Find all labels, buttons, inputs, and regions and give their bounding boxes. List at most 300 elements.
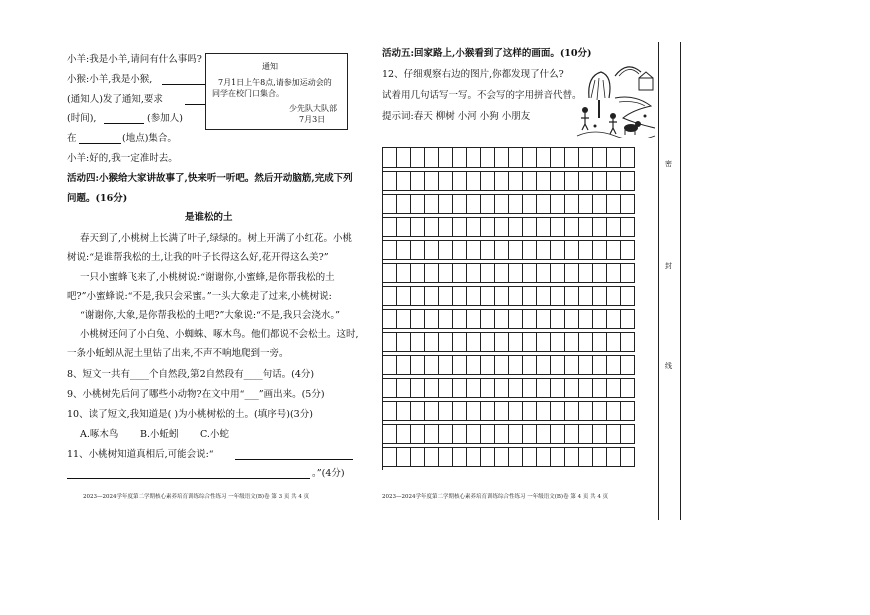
grid-cell[interactable] (453, 356, 467, 374)
grid-cell[interactable] (593, 333, 607, 351)
dialog-line-3: (通知人)发了通知,要求 (67, 94, 163, 106)
grid-cell[interactable] (607, 402, 621, 420)
grid-cell[interactable] (481, 287, 495, 305)
grid-cell[interactable] (523, 402, 537, 420)
grid-row (383, 309, 635, 329)
grid-cell[interactable] (565, 333, 579, 351)
grid-cell[interactable] (495, 356, 509, 374)
grid-cell[interactable] (551, 148, 565, 167)
grid-cell[interactable] (383, 241, 397, 259)
grid-cell[interactable] (509, 241, 523, 259)
grid-row (383, 355, 635, 375)
grid-cell[interactable] (579, 241, 593, 259)
grid-cell[interactable] (425, 448, 439, 466)
answer-line-11b[interactable] (67, 478, 310, 479)
grid-cell[interactable] (453, 448, 467, 466)
grid-cell[interactable] (551, 264, 565, 282)
grid-cell[interactable] (621, 356, 635, 374)
grid-cell[interactable] (565, 402, 579, 420)
grid-cell[interactable] (383, 356, 397, 374)
dialog-line-2: 小猴:小羊,我是小猴, (67, 74, 152, 86)
grid-cell[interactable] (607, 148, 621, 167)
grid-cell[interactable] (383, 333, 397, 351)
grid-cell[interactable] (453, 195, 467, 213)
grid-cell[interactable] (607, 425, 621, 443)
grid-cell[interactable] (551, 172, 565, 190)
grid-cell[interactable] (453, 310, 467, 328)
grid-cell[interactable] (439, 172, 453, 190)
grid-cell[interactable] (523, 356, 537, 374)
grid-cell[interactable] (481, 218, 495, 236)
grid-cell[interactable] (383, 402, 397, 420)
grid-row (383, 286, 635, 306)
grid-cell[interactable] (551, 287, 565, 305)
grid-cell[interactable] (481, 356, 495, 374)
grid-cell[interactable] (593, 379, 607, 397)
grid-cell[interactable] (537, 241, 551, 259)
option-b[interactable]: B.小蚯蚓 (140, 429, 179, 440)
grid-cell[interactable] (579, 172, 593, 190)
grid-cell[interactable] (467, 172, 481, 190)
grid-cell[interactable] (439, 148, 453, 167)
grid-cell[interactable] (565, 287, 579, 305)
dialog-line-6: 小羊:好的,我一定准时去。 (67, 153, 178, 164)
story-line-2: 树说:“是谁帮我松的土,让我的叶子长得这么好,花开得这么美?” (67, 252, 329, 263)
grid-cell[interactable] (565, 356, 579, 374)
grid-cell[interactable] (481, 148, 495, 167)
grid-cell[interactable] (467, 241, 481, 259)
grid-cell[interactable] (439, 356, 453, 374)
grid-cell[interactable] (383, 264, 397, 282)
grid-cell[interactable] (425, 379, 439, 397)
grid-cell[interactable] (397, 241, 411, 259)
grid-cell[interactable] (509, 448, 523, 466)
seal-char-3: 线 (665, 362, 672, 370)
grid-cell[interactable] (523, 333, 537, 351)
seal-char-2: 封 (665, 262, 672, 270)
grid-cell[interactable] (439, 241, 453, 259)
grid-cell[interactable] (467, 148, 481, 167)
grid-cell[interactable] (593, 241, 607, 259)
grid-cell[interactable] (565, 425, 579, 443)
grid-cell[interactable] (621, 333, 635, 351)
grid-cell[interactable] (439, 310, 453, 328)
grid-cell[interactable] (509, 333, 523, 351)
grid-cell[interactable] (551, 241, 565, 259)
grid-cell[interactable] (467, 402, 481, 420)
grid-cell[interactable] (607, 218, 621, 236)
grid-cell[interactable] (593, 264, 607, 282)
grid-cell[interactable] (453, 241, 467, 259)
grid-cell[interactable] (411, 218, 425, 236)
grid-cell[interactable] (495, 195, 509, 213)
blank-notifier[interactable] (162, 84, 206, 85)
grid-cell[interactable] (411, 448, 425, 466)
grid-cell[interactable] (509, 356, 523, 374)
grid-cell[interactable] (537, 402, 551, 420)
grid-cell[interactable] (397, 379, 411, 397)
grid-row (383, 171, 635, 191)
activity-5-heading: 活动五:回家路上,小猴看到了这样的画面。(10分) (382, 48, 592, 59)
grid-cell[interactable] (537, 379, 551, 397)
grid-cell[interactable] (467, 218, 481, 236)
grid-cell[interactable] (481, 425, 495, 443)
grid-cell[interactable] (411, 402, 425, 420)
grid-cell[interactable] (383, 172, 397, 190)
grid-cell[interactable] (523, 379, 537, 397)
grid-cell[interactable] (537, 310, 551, 328)
grid-cell[interactable] (523, 310, 537, 328)
grid-cell[interactable] (425, 172, 439, 190)
grid-cell[interactable] (467, 264, 481, 282)
grid-cell[interactable] (523, 148, 537, 167)
grid-cell[interactable] (439, 402, 453, 420)
grid-cell[interactable] (607, 310, 621, 328)
question-8: 8、短文一共有____个自然段,第2自然段有____句话。(4分) (67, 369, 315, 380)
grid-cell[interactable] (509, 195, 523, 213)
grid-cell[interactable] (607, 195, 621, 213)
grid-row (383, 263, 635, 283)
grid-cell[interactable] (383, 218, 397, 236)
grid-cell[interactable] (523, 195, 537, 213)
grid-cell[interactable] (425, 310, 439, 328)
story-line-5: “谢谢你,大象,是你帮我松的土吧?”大象说:“不是,我只会浇水。” (80, 310, 341, 321)
grid-cell[interactable] (411, 379, 425, 397)
grid-cell[interactable] (411, 333, 425, 351)
grid-cell[interactable] (467, 448, 481, 466)
grid-cell[interactable] (467, 333, 481, 351)
grid-cell[interactable] (551, 356, 565, 374)
grid-cell[interactable] (593, 310, 607, 328)
grid-cell[interactable] (523, 264, 537, 282)
grid-cell[interactable] (453, 172, 467, 190)
grid-cell[interactable] (397, 333, 411, 351)
grid-cell[interactable] (439, 264, 453, 282)
grid-cell[interactable] (565, 379, 579, 397)
grid-cell[interactable] (383, 195, 397, 213)
grid-cell[interactable] (579, 379, 593, 397)
grid-cell[interactable] (523, 241, 537, 259)
grid-cell[interactable] (439, 218, 453, 236)
grid-cell[interactable] (579, 218, 593, 236)
grid-cell[interactable] (467, 310, 481, 328)
grid-cell[interactable] (621, 287, 635, 305)
grid-cell[interactable] (579, 402, 593, 420)
grid-cell[interactable] (495, 333, 509, 351)
grid-cell[interactable] (551, 448, 565, 466)
grid-cell[interactable] (509, 172, 523, 190)
grid-cell[interactable] (593, 287, 607, 305)
grid-cell[interactable] (467, 379, 481, 397)
grid-cell[interactable] (509, 310, 523, 328)
grid-row (383, 424, 635, 444)
grid-cell[interactable] (621, 172, 635, 190)
grid-cell[interactable] (495, 448, 509, 466)
grid-cell[interactable] (481, 402, 495, 420)
grid-cell[interactable] (579, 148, 593, 167)
left-footer: 2023—2024学年度第二学期核心素养培育训练综合性练习 一年级语文(B)卷 第 3 页 共 4 页 (83, 494, 310, 500)
dialog-line-4: (时间), (参加人) (67, 113, 183, 124)
grid-cell[interactable] (453, 333, 467, 351)
grid-cell[interactable] (565, 241, 579, 259)
grid-cell[interactable] (607, 241, 621, 259)
grid-cell[interactable] (593, 218, 607, 236)
grid-cell[interactable] (425, 264, 439, 282)
grid-cell[interactable] (537, 448, 551, 466)
grid-cell[interactable] (453, 425, 467, 443)
grid-cell[interactable] (495, 241, 509, 259)
grid-cell[interactable] (621, 379, 635, 397)
grid-cell[interactable] (397, 218, 411, 236)
grid-cell[interactable] (411, 241, 425, 259)
grid-cell[interactable] (411, 287, 425, 305)
grid-cell[interactable] (397, 148, 411, 167)
grid-cell[interactable] (551, 310, 565, 328)
grid-cell[interactable] (607, 356, 621, 374)
grid-cell[interactable] (621, 218, 635, 236)
notice-body-1: 7月1日上午8点,请参加运动会的 (218, 78, 332, 87)
grid-cell[interactable] (467, 195, 481, 213)
grid-cell[interactable] (481, 310, 495, 328)
grid-cell[interactable] (495, 402, 509, 420)
option-c[interactable]: C.小蛇 (200, 429, 229, 440)
grid-cell[interactable] (565, 310, 579, 328)
grid-cell[interactable] (481, 241, 495, 259)
grid-cell[interactable] (439, 425, 453, 443)
grid-cell[interactable] (607, 333, 621, 351)
activity-4-points: 问题。(16分) (67, 193, 128, 204)
answer-line-11a[interactable] (235, 459, 353, 460)
grid-cell[interactable] (593, 148, 607, 167)
grid-cell[interactable] (551, 218, 565, 236)
grid-cell[interactable] (537, 148, 551, 167)
grid-cell[interactable] (453, 264, 467, 282)
grid-cell[interactable] (495, 425, 509, 443)
grid-cell[interactable] (607, 448, 621, 466)
grid-cell[interactable] (523, 218, 537, 236)
grid-row (383, 148, 635, 168)
grid-cell[interactable] (551, 379, 565, 397)
grid-cell[interactable] (621, 148, 635, 167)
grid-cell[interactable] (383, 148, 397, 167)
grid-cell[interactable] (411, 310, 425, 328)
grid-cell[interactable] (523, 287, 537, 305)
grid-cell[interactable] (397, 195, 411, 213)
grid-cell[interactable] (565, 264, 579, 282)
grid-cell[interactable] (579, 310, 593, 328)
grid-cell[interactable] (411, 356, 425, 374)
seal-char-1: 密 (665, 160, 672, 168)
grid-cell[interactable] (593, 172, 607, 190)
grid-cell[interactable] (579, 287, 593, 305)
activity-4-heading: 活动四:小猴给大家讲故事了,快来听一听吧。然后开动脑筋,完成下列 (67, 173, 353, 184)
grid-cell[interactable] (537, 218, 551, 236)
grid-cell[interactable] (607, 264, 621, 282)
grid-cell[interactable] (467, 287, 481, 305)
grid-cell[interactable] (425, 425, 439, 443)
grid-cell[interactable] (425, 241, 439, 259)
grid-cell[interactable] (579, 333, 593, 351)
grid-cell[interactable] (425, 287, 439, 305)
seal-line-inner (658, 42, 659, 520)
question-11-end: 。”(4分) (312, 468, 345, 479)
grid-cell[interactable] (621, 448, 635, 466)
grid-cell[interactable] (495, 172, 509, 190)
grid-cell[interactable] (411, 264, 425, 282)
grid-cell[interactable] (439, 448, 453, 466)
grid-cell[interactable] (495, 148, 509, 167)
story-line-7: 一条小蚯蚓从泥土里钻了出来,不声不响地爬到一旁。 (67, 348, 289, 359)
grid-cell[interactable] (397, 310, 411, 328)
grid-cell[interactable] (425, 333, 439, 351)
grid-cell[interactable] (495, 264, 509, 282)
grid-cell[interactable] (439, 195, 453, 213)
grid-cell[interactable] (621, 402, 635, 420)
grid-cell[interactable] (551, 195, 565, 213)
grid-cell[interactable] (467, 356, 481, 374)
hint-words: 提示词:春天 柳树 小河 小狗 小朋友 (382, 111, 531, 122)
grid-cell[interactable] (537, 356, 551, 374)
grid-cell[interactable] (397, 172, 411, 190)
grid-cell[interactable] (383, 379, 397, 397)
grid-cell[interactable] (383, 287, 397, 305)
grid-cell[interactable] (621, 195, 635, 213)
grid-cell[interactable] (565, 148, 579, 167)
grid-cell[interactable] (425, 356, 439, 374)
grid-cell[interactable] (495, 287, 509, 305)
question-9: 9、小桃树先后问了哪些小动物?在文中用“___”画出来。(5分) (67, 389, 325, 400)
grid-cell[interactable] (411, 148, 425, 167)
grid-cell[interactable] (593, 356, 607, 374)
grid-cell[interactable] (593, 448, 607, 466)
grid-cell[interactable] (453, 287, 467, 305)
grid-cell[interactable] (509, 425, 523, 443)
grid-cell[interactable] (537, 195, 551, 213)
grid-cell[interactable] (537, 287, 551, 305)
grid-cell[interactable] (509, 264, 523, 282)
grid-cell[interactable] (397, 264, 411, 282)
grid-cell[interactable] (537, 264, 551, 282)
grid-cell[interactable] (411, 172, 425, 190)
grid-cell[interactable] (481, 172, 495, 190)
spring-scene-picture (575, 58, 657, 138)
grid-cell[interactable] (383, 448, 397, 466)
grid-cell[interactable] (565, 195, 579, 213)
grid-cell[interactable] (439, 379, 453, 397)
grid-cell[interactable] (481, 379, 495, 397)
grid-cell[interactable] (593, 195, 607, 213)
grid-cell[interactable] (621, 310, 635, 328)
grid-cell[interactable] (495, 379, 509, 397)
grid-row (383, 447, 635, 467)
grid-cell[interactable] (509, 148, 523, 167)
grid-cell[interactable] (565, 448, 579, 466)
grid-cell[interactable] (425, 402, 439, 420)
grid-cell[interactable] (509, 402, 523, 420)
grid-cell[interactable] (593, 425, 607, 443)
grid-cell[interactable] (383, 425, 397, 443)
grid-cell[interactable] (523, 172, 537, 190)
grid-cell[interactable] (523, 425, 537, 443)
grid-cell[interactable] (453, 148, 467, 167)
grid-cell[interactable] (397, 356, 411, 374)
grid-cell[interactable] (411, 425, 425, 443)
grid-cell[interactable] (579, 425, 593, 443)
grid-cell[interactable] (621, 425, 635, 443)
grid-cell[interactable] (383, 310, 397, 328)
grid-cell[interactable] (453, 218, 467, 236)
grid-cell[interactable] (495, 310, 509, 328)
grid-row (383, 194, 635, 214)
grid-cell[interactable] (481, 333, 495, 351)
grid-cell[interactable] (509, 218, 523, 236)
blank-participants[interactable] (104, 123, 144, 124)
story-line-6: 小桃树还问了小白兔、小蜘蛛、啄木鸟。他们都说不会松土。这时, (80, 329, 359, 340)
blank-place[interactable] (79, 143, 121, 144)
grid-cell[interactable] (621, 264, 635, 282)
grid-cell[interactable] (621, 241, 635, 259)
grid-cell[interactable] (607, 287, 621, 305)
grid-cell[interactable] (579, 356, 593, 374)
grid-cell[interactable] (481, 264, 495, 282)
grid-cell[interactable] (453, 379, 467, 397)
writing-grid[interactable] (382, 147, 635, 470)
grid-cell[interactable] (565, 172, 579, 190)
grid-cell[interactable] (439, 287, 453, 305)
option-a[interactable]: A.啄木鸟 (80, 429, 119, 440)
grid-row (383, 378, 635, 398)
grid-cell[interactable] (509, 287, 523, 305)
grid-cell[interactable] (579, 195, 593, 213)
notice-date: 7月3日 (299, 115, 326, 124)
story-line-3: 一只小蜜蜂飞来了,小桃树说:“谢谢你,小蜜蜂,是你帮我松的土 (80, 272, 335, 283)
grid-cell[interactable] (579, 448, 593, 466)
blank-requirement[interactable] (185, 104, 205, 105)
grid-cell[interactable] (397, 448, 411, 466)
grid-cell[interactable] (481, 448, 495, 466)
dialog-line-5: 在 (地点)集合。 (67, 133, 177, 144)
grid-cell[interactable] (579, 264, 593, 282)
grid-cell[interactable] (439, 333, 453, 351)
grid-cell[interactable] (411, 195, 425, 213)
grid-cell[interactable] (551, 402, 565, 420)
grid-cell[interactable] (551, 425, 565, 443)
grid-cell[interactable] (397, 287, 411, 305)
grid-cell[interactable] (481, 195, 495, 213)
grid-cell[interactable] (593, 402, 607, 420)
grid-cell[interactable] (453, 402, 467, 420)
grid-cell[interactable] (397, 425, 411, 443)
grid-cell[interactable] (509, 379, 523, 397)
grid-cell[interactable] (551, 333, 565, 351)
grid-cell[interactable] (425, 195, 439, 213)
grid-cell[interactable] (397, 402, 411, 420)
grid-cell[interactable] (523, 448, 537, 466)
notice-body-2: 同学在校门口集合。 (212, 89, 284, 98)
grid-cell[interactable] (537, 333, 551, 351)
grid-cell[interactable] (425, 218, 439, 236)
grid-cell[interactable] (425, 148, 439, 167)
grid-cell[interactable] (537, 425, 551, 443)
grid-row (383, 401, 635, 421)
seal-line-outer (680, 42, 681, 520)
grid-cell[interactable] (467, 425, 481, 443)
grid-cell[interactable] (537, 172, 551, 190)
grid-cell[interactable] (607, 379, 621, 397)
grid-cell[interactable] (565, 218, 579, 236)
grid-cell[interactable] (495, 218, 509, 236)
grid-cell[interactable] (607, 172, 621, 190)
